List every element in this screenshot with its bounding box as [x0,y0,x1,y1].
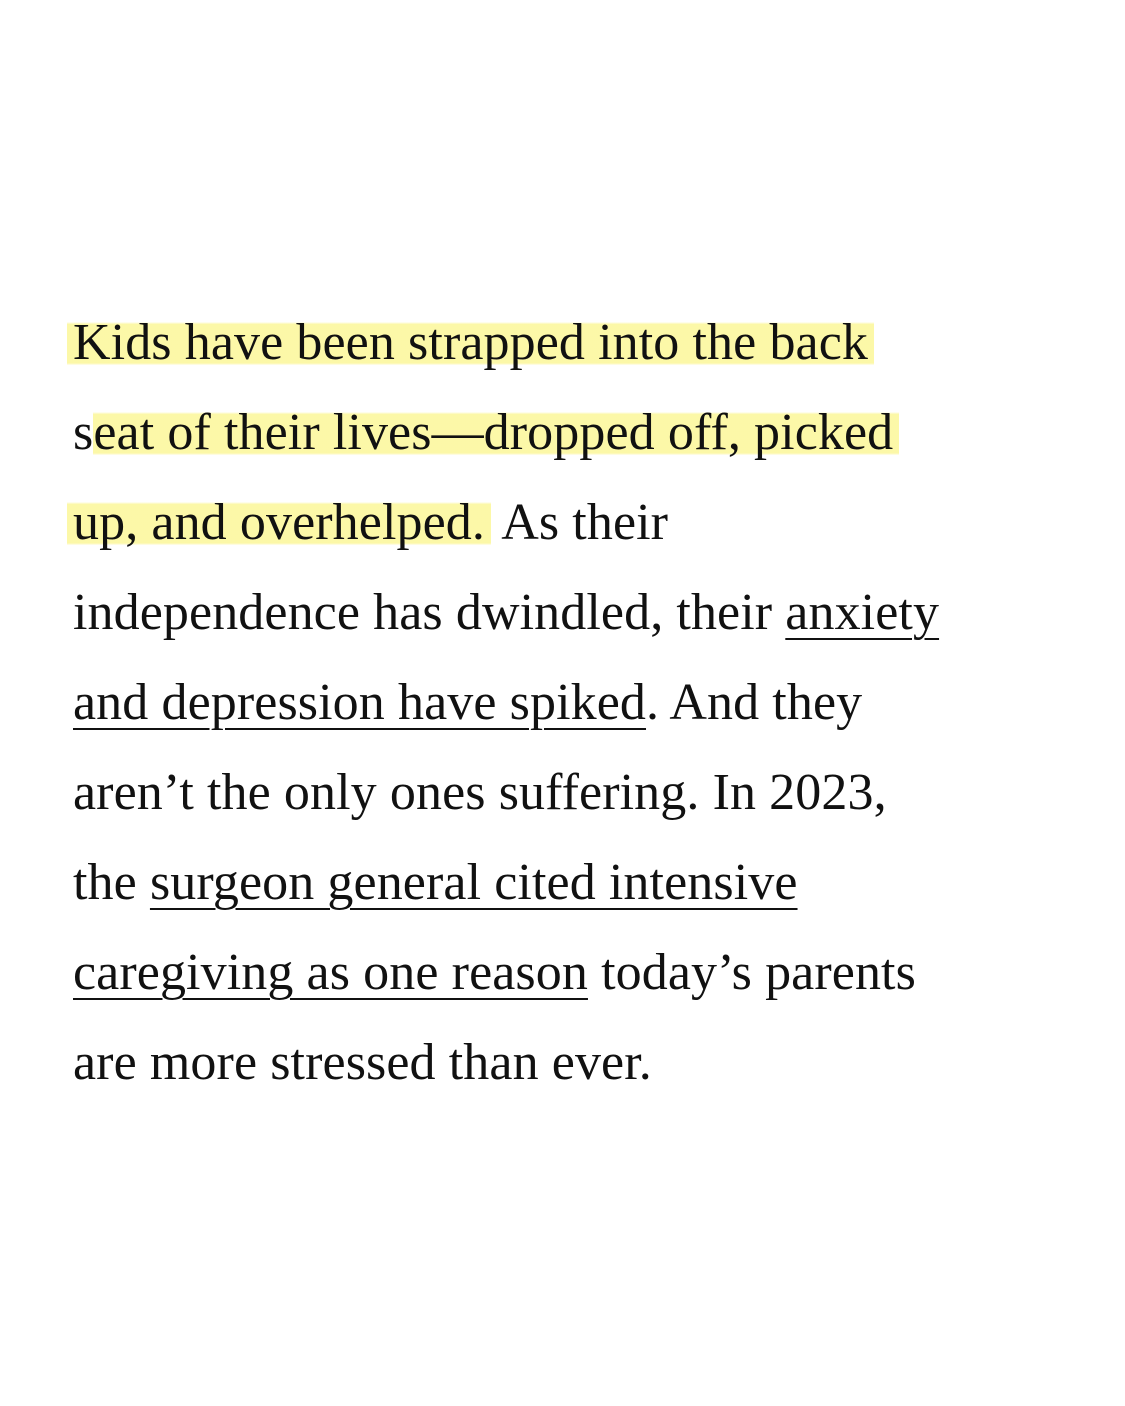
surgeon-general-link[interactable]: caregiving as one reason [73,944,588,1001]
body-text: independence has dwindled, their [73,584,786,641]
highlighted-text: Kids have been strapped into the back [67,314,874,371]
text-line-2 [73,388,1073,478]
text-line-3 [73,478,1073,568]
text-line-7 [73,838,1073,928]
body-text: today’s parents [587,944,916,1001]
article-excerpt [73,298,1073,1108]
text-line-6 [73,748,1073,838]
body-text: As their [490,494,669,551]
body-text: s [73,404,94,461]
anxiety-depression-link[interactable]: and depression have spiked [73,674,647,731]
highlighted-text: eat of their lives—dropped off, picked [93,404,899,461]
text-line-8 [73,928,1073,1018]
anxiety-depression-link[interactable]: anxiety [785,584,940,641]
body-text: the [73,854,150,911]
body-text: are more stressed than ever. [73,1034,652,1091]
text-line-9 [73,1018,1073,1108]
body-text: . And they [646,674,863,731]
text-line-4 [73,568,1073,658]
text-line-1 [73,298,1073,388]
text-line-5 [73,658,1073,748]
surgeon-general-link[interactable]: surgeon general cited intensive [149,854,798,911]
body-text: aren’t the only ones suffering. In 2023, [73,764,887,821]
highlighted-text: up, and overhelped. [67,494,491,551]
